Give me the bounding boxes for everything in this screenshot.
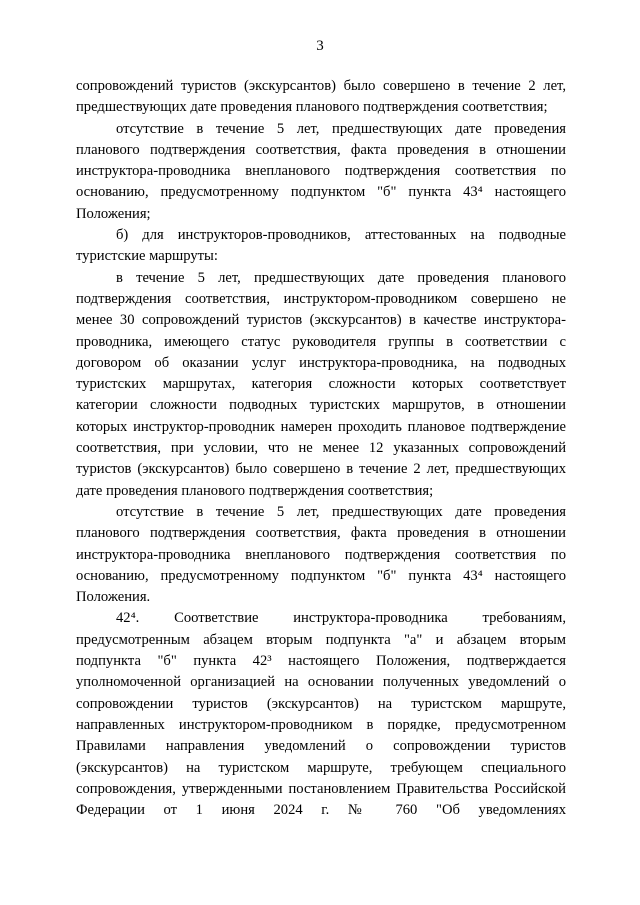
paragraph-4: в течение 5 лет, предшествующих дате проведения планового подтверждения соответствия, инструктором-проводником совершено не менее 30 сопровождений туристов (экскурсантов) в качестве инструктора-проводника, имеющего статус руководителя группы в соответствии с договором об оказании услуг инструктора-проводника, на подводных туристских маршрутах, категория сложности которых соответствует категории сложности подводных туристских маршрутов, в отношении которых инструктор-проводник намерен проходить плановое подтверждение соответствия, при условии, что не менее 12 указанных сопровождений туристов (экскурсантов) было совершено в течение 2 лет, предшествующих дате проведения планового подтверждения соответствия;	[76, 269, 566, 499]
paragraph-6: 42⁴. Соответствие инструктора-проводника требованиям, предусмотренным абзацем вторым подпункта "а" и абзацем вторым подпункта "б" пункта 42³ настоящего Положения, подтверждается уполномоченной организацией на основании полученных уведомлений о сопровождении туристов (экскурсантов) на туристском маршруте, направленных инструктором-проводником в порядке, предусмотренном Правилами направления уведомлений о сопровождении туристов (экскурсантов) на туристском маршруте, требующем специального сопровождения, утвержденными постановлением Правительства Российской Федерации от 1 июня 2024 г. № 760 "Об уведомлениях	[76, 610, 566, 819]
document-body	[76, 76, 566, 821]
paragraph-1: сопровождений туристов (экскурсантов) было совершено в течение 2 лет, предшествующих дате проведения планового подтверждения соответствия;	[76, 78, 566, 116]
page-number: 3	[316, 38, 324, 54]
paragraph-5: отсутствие в течение 5 лет, предшествующих дате проведения планового подтверждения соответствия, факта проведения в отношении инструктора-проводника внепланового подтверждения соответствия по основанию, предусмотренному подпунктом "б" пункта 43⁴ настоящего Положения.	[76, 503, 566, 606]
paragraph-2: отсутствие в течение 5 лет, предшествующих дате проведения планового подтверждения соответствия, факта проведения в отношении инструктора-проводника внепланового подтверждения соответствия по основанию, предусмотренному подпунктом "б" пункта 43⁴ настоящего Положения;	[76, 120, 566, 222]
paragraph-3: б) для инструкторов-проводников, аттестованных на подводные туристские маршруты:	[76, 227, 566, 265]
